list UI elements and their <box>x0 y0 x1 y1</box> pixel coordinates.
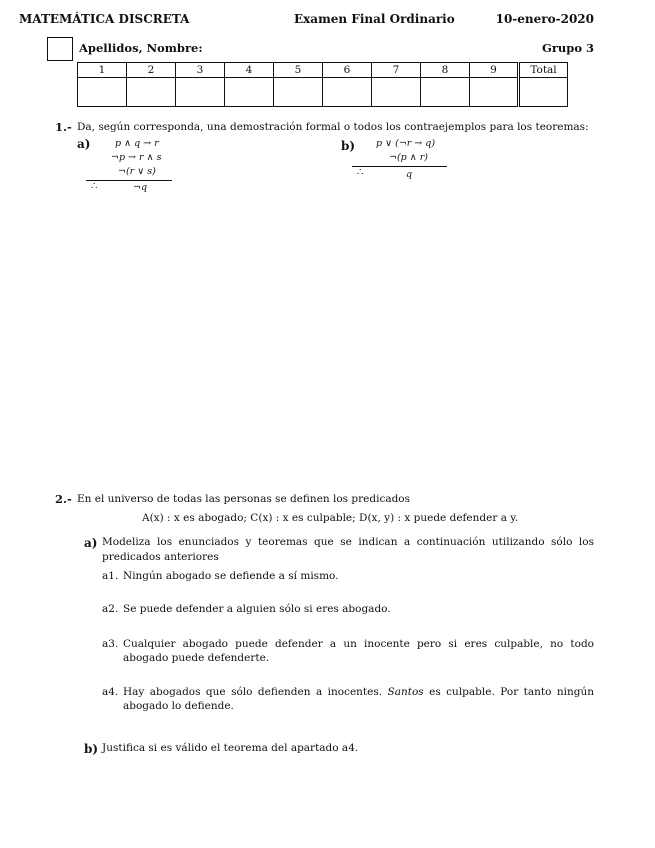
q2b-label: b) <box>84 742 99 756</box>
score-cell <box>470 78 519 107</box>
q2a4-label: a4. <box>102 686 119 698</box>
q2a2-text: Se puede defender a alguien sólo si eres abogado. <box>123 603 391 615</box>
q2a3-label: a3. <box>102 638 119 650</box>
score-column-header: 6 <box>323 63 372 78</box>
q1b-inference-line <box>352 166 447 167</box>
q1b-label: b) <box>341 139 356 153</box>
q1a-inference-line <box>86 180 172 181</box>
q2a1-text: Ningún abogado se defiende a sí mismo. <box>123 570 339 582</box>
score-cell <box>323 78 372 107</box>
exam-date: 10-enero-2020 <box>495 12 594 26</box>
checkbox-box <box>47 37 73 61</box>
score-cell <box>127 78 176 107</box>
name-field-label: Apellidos, Nombre: <box>79 41 203 55</box>
q2a4-text-after: es culpable. Por tanto ningún abogado lo defiende. <box>123 686 594 712</box>
subject-title: MATEMÁTICA DISCRETA <box>19 12 190 26</box>
q1a-therefore: ∴ <box>91 181 98 192</box>
score-column-header: 1 <box>78 63 127 78</box>
q1b-therefore: ∴ <box>357 167 364 178</box>
score-column-header: 4 <box>225 63 274 78</box>
q1a-label: a) <box>77 137 91 151</box>
q2a4-text-italic: Santos <box>387 686 424 698</box>
score-cell <box>225 78 274 107</box>
q2a1-label: a1. <box>102 570 119 582</box>
score-column-header: 5 <box>274 63 323 78</box>
q1a-premise-1: p ∧ q → r <box>115 138 159 149</box>
q1b-premise-2: ¬(p ∧ r) <box>389 152 428 163</box>
q2-number: 2.- <box>55 492 72 506</box>
score-cell <box>274 78 323 107</box>
q1a-premise-2: ¬p → r ∧ s <box>111 152 162 163</box>
q2a-label: a) <box>84 536 98 550</box>
score-table-header-row <box>78 63 568 78</box>
score-column-header: 3 <box>176 63 225 78</box>
q2-predicates: A(x) : x es abogado; C(x) : x es culpable; D(x, y) : x puede defender a y. <box>142 512 519 524</box>
q2-statement: En el universo de todas las personas se definen los predicados <box>77 493 411 505</box>
q2a3-text: Cualquier abogado puede defender a un inocente pero si eres culpable, no todo abogado puede defenderte. <box>123 638 594 664</box>
score-cell <box>176 78 225 107</box>
score-column-header-total: Total <box>519 63 568 78</box>
q2a2-label: a2. <box>102 603 119 615</box>
score-column-header: 7 <box>372 63 421 78</box>
q1-number: 1.- <box>55 120 72 134</box>
q1-statement: Da, según corresponda, una demostración formal o todos los contraejemplos para los teoremas: <box>77 121 589 133</box>
exam-title: Examen Final Ordinario <box>294 12 455 26</box>
q1a-premise-3: ¬(r ∨ s) <box>118 166 156 177</box>
score-column-header: 2 <box>127 63 176 78</box>
group-label: Grupo 3 <box>542 41 594 55</box>
score-table <box>77 62 568 107</box>
q2a4-text <box>123 685 594 713</box>
score-table-value-row <box>78 78 568 107</box>
score-column-header: 9 <box>470 63 519 78</box>
q2b-statement: Justifica si es válido el teorema del apartado a4. <box>102 742 359 754</box>
score-cell <box>372 78 421 107</box>
q1b-conclusion: q <box>406 169 413 180</box>
score-cell-total <box>519 78 568 107</box>
q1b-premise-1: p ∨ (¬r → q) <box>376 138 436 149</box>
q1a-conclusion: ¬q <box>133 182 148 193</box>
q2a-statement: Modeliza los enunciados y teoremas que se indican a continuación utilizando sólo los predicados anteriores <box>102 536 594 563</box>
score-column-header: 8 <box>421 63 470 78</box>
q2a4-text-before: Hay abogados que sólo defienden a inocentes. <box>123 686 383 698</box>
score-cell <box>78 78 127 107</box>
score-cell <box>421 78 470 107</box>
